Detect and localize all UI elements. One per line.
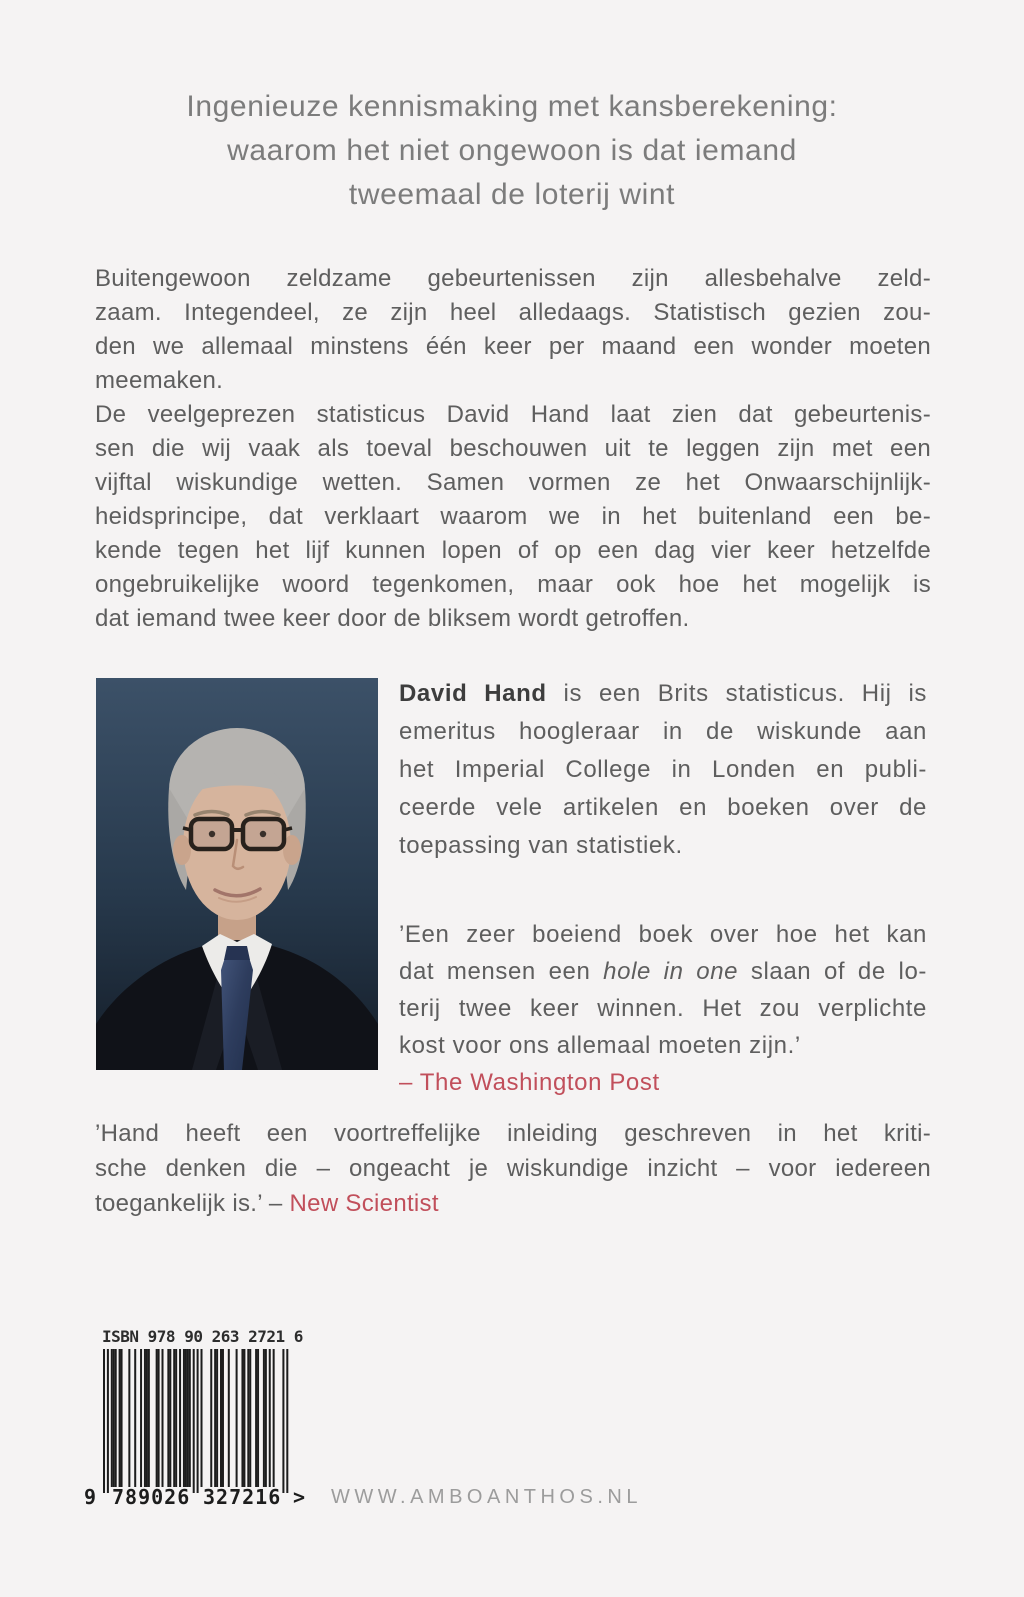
text-line: zaam. Integendeel, ze zijn heel alledaags. Statistisch gezien zou-	[95, 299, 931, 326]
barcode-left-digits: 789026	[112, 1485, 191, 1509]
quote-washington-post	[399, 916, 927, 1101]
text-line: De veelgeprezen statisticus David Hand laat zien dat gebeurtenis-	[95, 401, 931, 428]
quote-attribution-washington-post: – The Washington Post	[399, 1069, 660, 1096]
text-line: Ingenieuze kennismaking met kansberekening:	[186, 90, 838, 123]
text-line: het Imperial College in Londen en publi-	[399, 756, 927, 783]
barcode-bars	[103, 1349, 289, 1493]
quote-new-scientist	[95, 1116, 931, 1221]
quote-text	[399, 916, 927, 1064]
barcode-quiet-zone-mark: >	[293, 1485, 307, 1509]
text-line: sen die wij vaak als toeval beschouwen uit te leggen zijn met een	[95, 435, 931, 462]
text-line: dat mensen een hole in one slaan of de lo-	[399, 958, 927, 985]
text-line: kende tegen het lijf kunnen lopen of op een dag vier keer hetzelfde	[95, 537, 931, 564]
text-line: Buitengewoon zeldzame gebeurtenissen zijn allesbehalve zeld-	[95, 265, 931, 292]
text-line: vijftal wiskundige wetten. Samen vormen ze het Onwaarschijnlijk-	[95, 469, 931, 496]
text-line: waarom het niet ongewoon is dat iemand	[227, 134, 797, 167]
author-bio	[399, 675, 927, 865]
text-line: ’Een zeer boeiend boek over hoe het kan	[399, 921, 927, 948]
text-line: meemaken.	[95, 367, 224, 394]
isbn-number: ISBN 978 90 263 2721 6	[102, 1327, 303, 1346]
text-line: toegankelijk is.’ – New Scientist	[95, 1190, 439, 1217]
portrait-illustration	[96, 678, 378, 1070]
publisher-website: WWW.AMBOANTHOS.NL	[331, 1486, 642, 1508]
text-line: terij twee keer winnen. Het zou verplichte	[399, 995, 927, 1022]
text-line: dat iemand twee keer door de bliksem wordt getroffen.	[95, 605, 690, 632]
text-line: den we allemaal minstens één keer per maand een wonder moeten	[95, 333, 931, 360]
text-line: heidsprincipe, dat verklaart waarom we in het buitenland een be-	[95, 503, 931, 530]
barcode-right-digits: 327216	[203, 1485, 282, 1509]
description-paragraph-1	[95, 262, 931, 398]
text-line: ’Hand heeft een voortreffelijke inleiding geschreven in het kriti-	[95, 1120, 931, 1147]
text-line: ongebruikelijke woord tegenkomen, maar ook hoe het mogelijk is	[95, 571, 931, 598]
ean-barcode	[84, 1349, 307, 1509]
text-line: toepassing van statistiek.	[399, 832, 683, 859]
text-line: David Hand is een Brits statisticus. Hij is	[399, 680, 927, 707]
text-line: kost voor ons allemaal moeten zijn.’	[399, 1032, 801, 1059]
cover-tagline	[60, 85, 964, 217]
author-portrait-photo	[96, 678, 378, 1070]
text-line: tweemaal de loterij wint	[348, 178, 676, 211]
text-line: ceerde vele artikelen en boeken over de	[399, 794, 927, 821]
text-line: sche denken die – ongeacht je wiskundige inzicht – voor iedereen	[95, 1155, 931, 1182]
barcode-lead-digit: 9	[84, 1485, 98, 1509]
description-paragraph-2	[95, 398, 931, 636]
book-description	[95, 262, 931, 636]
text-line: emeritus hoogleraar in de wiskunde aan	[399, 718, 927, 745]
